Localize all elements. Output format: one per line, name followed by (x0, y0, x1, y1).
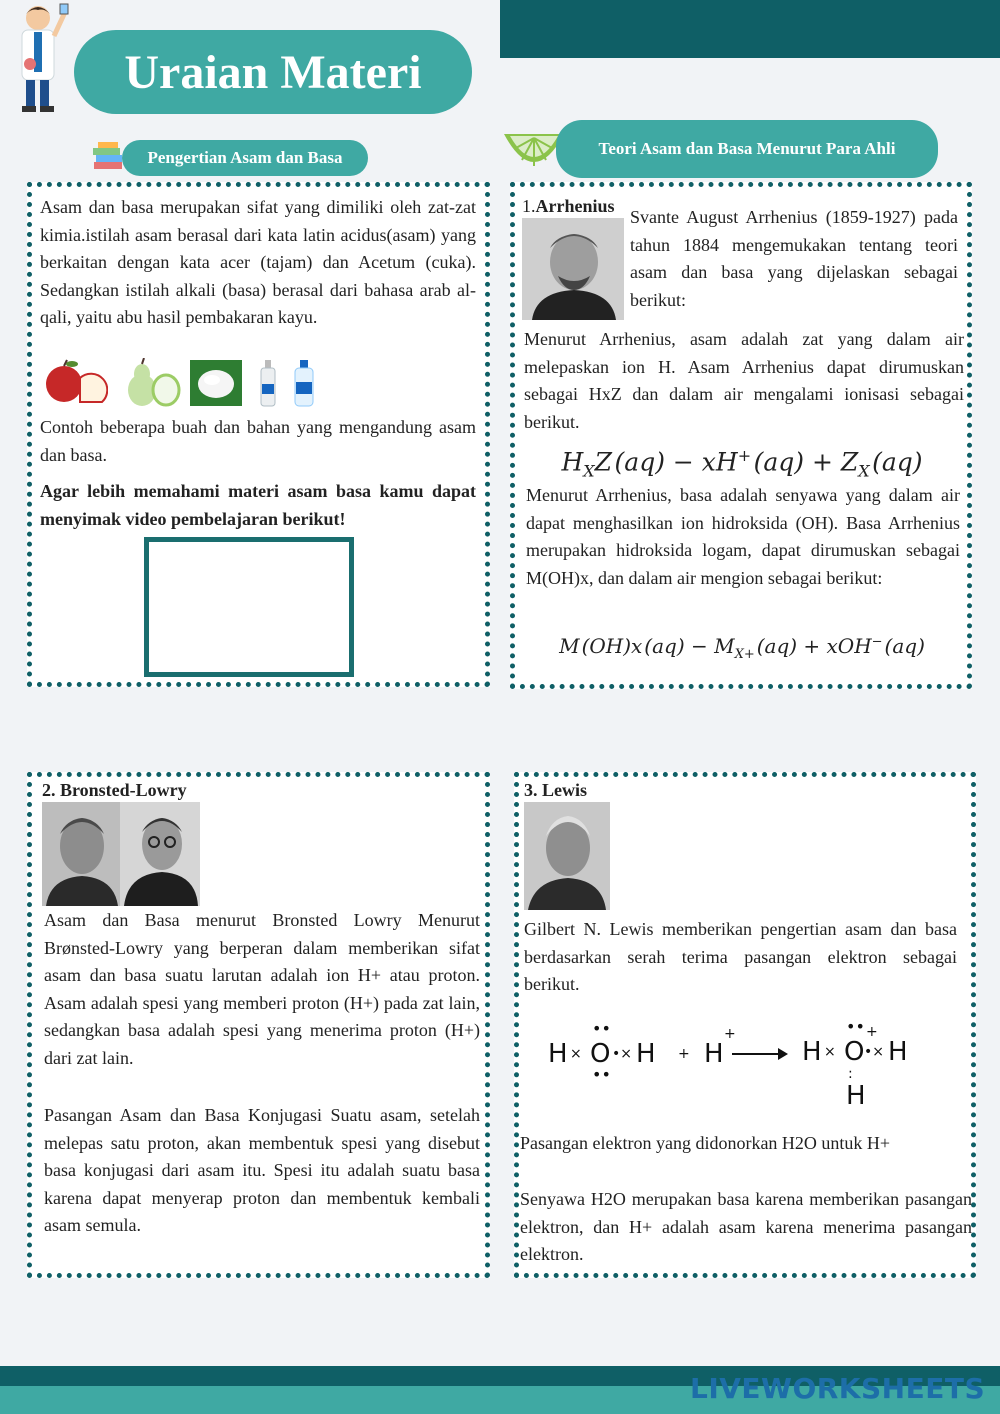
video-player[interactable] (144, 537, 354, 677)
bleach-bottle-icon (292, 360, 316, 408)
section-heading-theories: Teori Asam dan Basa Menurut Para Ahli (556, 120, 938, 178)
apple-icon (42, 358, 108, 404)
lewis-portrait (524, 802, 610, 910)
svg-text:H: H (704, 1039, 724, 1069)
svg-text:••: •• (592, 1020, 611, 1038)
svg-text:H: H (888, 1037, 908, 1067)
liveworksheets-logo[interactable]: LIVEWORKSHEETS (690, 1372, 986, 1405)
svg-text:×: × (570, 1046, 582, 1062)
arrhenius-number: 1. (522, 196, 536, 216)
definition-intro: Asam dan basa merupakan sifat yang dimiliki oleh zat-zat kimia.istilah asam berasal dari kata latin acidus(asam) yang berkaitan dengan kata acer (tajam) dan Acetum (cuka). Sedangkan istilah alkali (basa) berasal dari bahasa arab al-qali, yaitu abu hasil pembakaran kayu. (40, 197, 476, 328)
lewis-caption: Pasangan elektron yang didonorkan H2O untuk H+ (520, 1133, 891, 1153)
arrhenius-portrait (522, 218, 624, 320)
svg-text:+: + (724, 1026, 736, 1042)
section-heading-definition: Pengertian Asam dan Basa (122, 140, 368, 176)
svg-text:••: •• (592, 1065, 611, 1084)
svg-text:H: H (802, 1037, 822, 1067)
video-prompt: Agar lebih memahami materi asam basa kamu dapat menyimak video pembelajaran berikut! (40, 481, 476, 529)
bottle-icon (258, 360, 278, 408)
svg-text:•×: •× (864, 1044, 884, 1060)
lewis-conclusion: Senyawa H2O merupakan basa karena memberikan pasangan elektron, dan H+ adalah asam karena menerima pasangan elektron. (520, 1189, 972, 1265)
bronsted-heading: 2. Bronsted-Lowry (42, 780, 187, 800)
lewis-structure-diagram (540, 1020, 920, 1112)
lewis-intro: Gilbert N. Lewis memberikan pengertian asam dan basa berdasarkan serah terima pasangan elektron sebagai berikut. (524, 919, 957, 995)
svg-text:O: O (844, 1037, 865, 1067)
svg-text:+: + (866, 1024, 878, 1040)
svg-text:×: × (824, 1044, 836, 1060)
bronsted-paragraph-2: Pasangan Asam dan Basa Konjugasi Suatu asam, setelah melepas satu proton, akan membentuk spesi yang disebut basa konjugasi dari asam itu. Spesi itu adalah suatu basa karena dapat menyerap proton dan membentuk kembali asam semula. (44, 1105, 480, 1236)
soap-icon (190, 360, 242, 406)
svg-text:O: O (590, 1039, 611, 1069)
pear-icon (122, 358, 182, 408)
books-icon (90, 138, 126, 174)
svg-text:+: + (678, 1046, 690, 1062)
page-title: Uraian Materi (74, 30, 472, 114)
scientist-mascot-icon (8, 2, 72, 116)
acid-ionization-equation: $H_XZ$ (aq) − xH+ $(aq) + Z_X$ (aq) (561, 446, 923, 481)
arrhenius-name: Arrhenius (535, 196, 615, 216)
arrhenius-acid-text: Menurut Arrhenius, asam adalah zat yang dalam air melepaskan ion H. Asam Arrhenius dapat dirumuskan sebagai HxZ dan dalam air mengalami ionisasi sebagai berikut. (524, 329, 964, 432)
lowry-portrait (120, 802, 200, 906)
bronsted-portrait (42, 802, 122, 906)
svg-text:H: H (548, 1039, 568, 1069)
svg-text:H: H (636, 1039, 656, 1069)
top-bar (500, 0, 1000, 58)
arrhenius-heading (522, 196, 615, 217)
svg-text:H: H (846, 1081, 866, 1111)
lewis-heading: 3. Lewis (524, 780, 587, 800)
arrhenius-intro: Svante August Arrhenius (1859-1927) pada tahun 1884 mengemukakan tentang teori asam dan basa yang dijelaskan sebagai berikut: (630, 207, 958, 310)
arrhenius-base-text: Menurut Arrhenius, basa adalah senyawa yang dalam air dapat menghasilkan ion hidroksida (OH). Basa Arrhenius merupakan hidroksida logam, dapat dirumuskan sebagai M(OH)x, dan dalam air mengion sebagai berikut: (526, 485, 960, 588)
svg-text:••: •• (846, 1020, 865, 1036)
svg-text::: : (848, 1066, 853, 1082)
examples-caption: Contoh beberapa buah dan bahan yang mengandung asam dan basa. (40, 417, 476, 465)
svg-text:•×: •× (612, 1046, 632, 1062)
base-ionization-equation: M (OH)x $(aq) - M_{X+}$ (aq) + xOH− (aq) (559, 634, 925, 662)
bronsted-paragraph-1: Asam dan Basa menurut Bronsted Lowry Menurut Brønsted-Lowry yang berperan dalam memberikan sifat asam dan basa suatu larutan adalah ion H+ atau proton. Asam adalah spesi yang memberi proton (H+) pada zat lain, sedangkan basa adalah spesi yang menerima proton (H+) dari zat lain. (44, 910, 480, 1068)
